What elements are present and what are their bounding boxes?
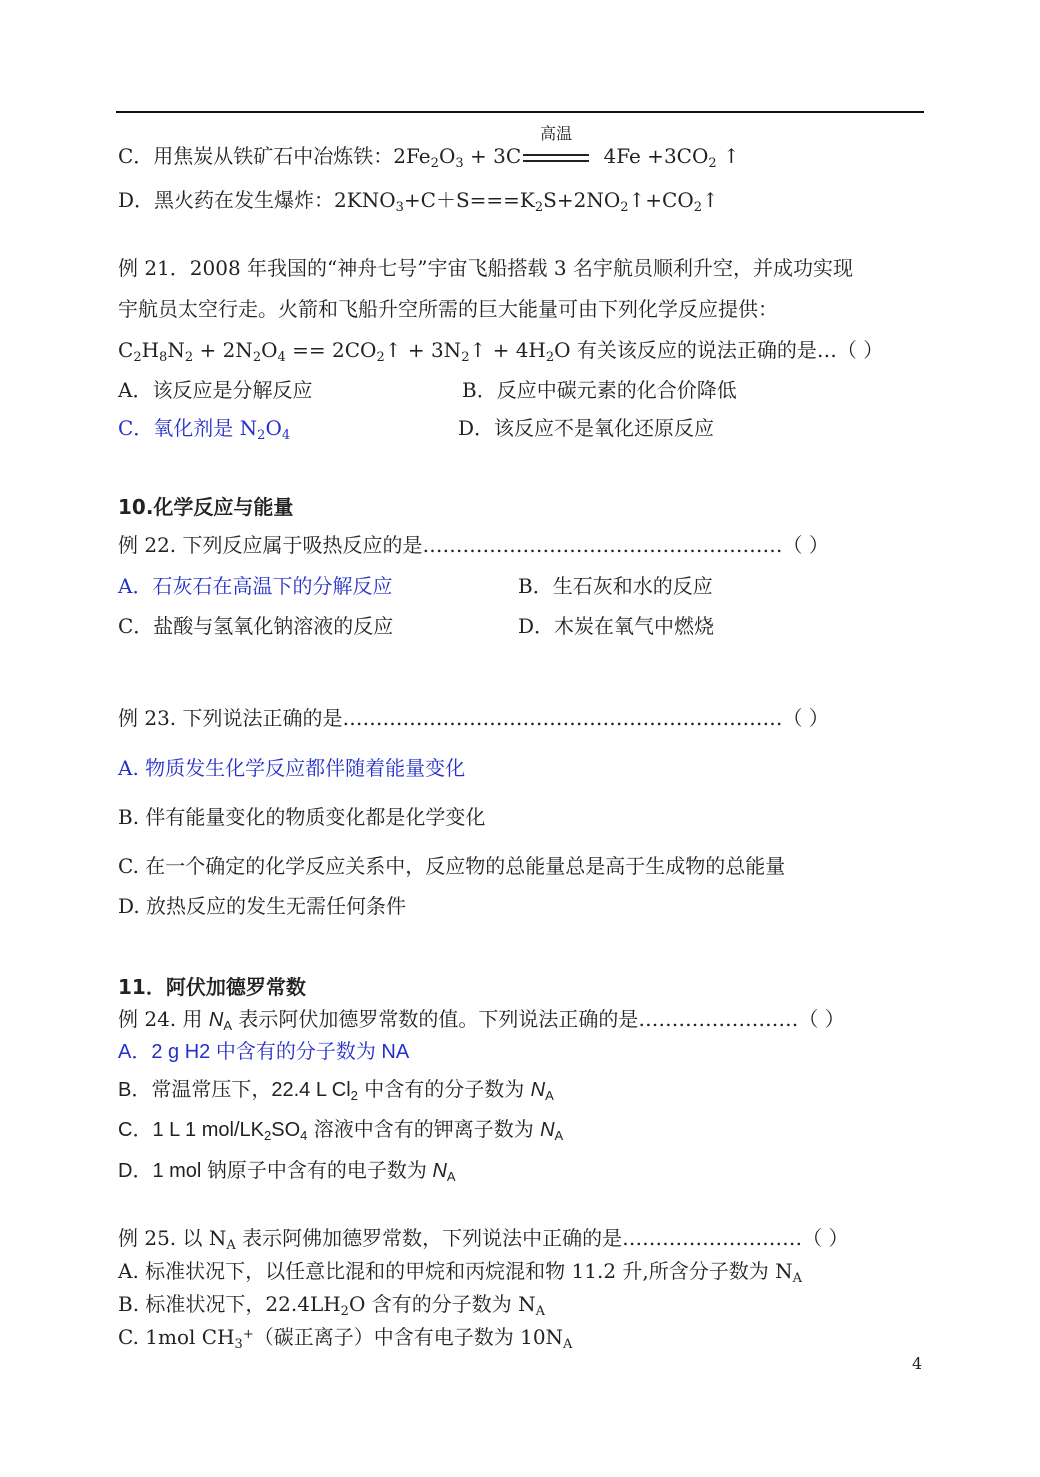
ex21-option-a: A．该反应是分解反应 xyxy=(118,378,313,402)
ex21-option-d: D．该反应不是氧化还原反应 xyxy=(458,416,715,440)
ex23-option-b: B. 伴有能量变化的物质变化都是化学变化 xyxy=(118,805,486,829)
page-number: 4 xyxy=(912,1354,923,1373)
ex23-stem: 例 23. 下列说法正确的是…………………………………………………………（ ） xyxy=(118,706,829,730)
header-rule xyxy=(116,111,924,113)
ex23-option-a: A. 物质发生化学反应都伴随着能量变化 xyxy=(118,756,466,780)
section-11-heading: 11．阿伏加德罗常数 xyxy=(118,975,306,999)
section-10-heading: 10.化学反应与能量 xyxy=(118,495,294,519)
reaction-condition-arrow: 高温 xyxy=(523,144,589,168)
ex24-option-b: B．常温常压下，22.4 L $Cl_2$ 中含有的分子数为 $N_A$ xyxy=(118,1077,554,1103)
ex21-option-c: C．氧化剂是 $N_2O_4$ xyxy=(118,416,291,443)
ex20-option-c: C．用焦炭从铁矿石中冶炼铁：$2Fe_2O_3 + 3C$ 高温 $4Fe +3CO_2$ ↑ xyxy=(118,124,740,171)
ex21-equation: $C_2H_8N_2 + 2N_2O_4$ == $2CO_2↑$ + $3N_2↑ + 4H_2O$ 有关该反应的说法正确的是…（ ） xyxy=(118,338,884,365)
ex25-option-c: C. 1mol $CH_3^+$（碳正离子）中含有电子数为 $10N_A$ xyxy=(118,1325,573,1352)
ex23-option-c: C. 在一个确定的化学反应关系中，反应物的总能量总是高于生成物的总能量 xyxy=(118,854,786,878)
ex22-option-a: A．石灰石在高温下的分解反应 xyxy=(118,574,393,598)
ex25-stem: 例 25. 以 $N_A$ 表示阿佛加德罗常数，下列说法中正确的是………………………（ ） xyxy=(118,1226,849,1253)
ex21-option-b: B．反应中碳元素的化合价降低 xyxy=(462,378,737,402)
ex21-stem-line1: 例 21．2008 年我国的“神舟七号”宇宙飞船搭载 3 名宇航员顺利升空，并成功实现 xyxy=(118,256,853,280)
ex24-option-c: C．1 L 1 mol/$LK_2SO_4$ 溶液中含有的钾离子数为 $N_A$ xyxy=(118,1117,564,1143)
ex24-option-d: D．1 mol 钠原子中含有的电子数为 $N_A$ xyxy=(118,1160,456,1184)
ex21-stem-line2: 宇航员太空行走。火箭和飞船升空所需的巨大能量可由下列化学反应提供： xyxy=(118,297,778,321)
ex22-option-d: D．木炭在氧气中燃烧 xyxy=(518,614,715,638)
ex22-stem: 例 22. 下列反应属于吸热反应的是………………………………………………（ ） xyxy=(118,533,829,557)
ex20-option-d: D．黑火药在发生爆炸：$2KNO_3+C+S===K_2S+2NO_2↑+CO_2↑$ xyxy=(118,188,719,215)
ex22-option-b: B．生石灰和水的反应 xyxy=(518,574,713,598)
ex22-option-c: C．盐酸与氢氧化钠溶液的反应 xyxy=(118,614,394,638)
ex25-option-b: B. 标准状况下，$22.4LH_2O$ 含有的分子数为 $N_A$ xyxy=(118,1292,545,1319)
ex25-option-a: A. 标准状况下，以任意比混和的甲烷和丙烷混和物 11.2 升,所含分子数为 $N_A$ xyxy=(118,1259,803,1286)
ex23-option-d: D. 放热反应的发生无需任何条件 xyxy=(118,894,407,918)
ex24-option-a: A．2 g H2 中含有的分子数为 NA xyxy=(118,1041,410,1063)
ex24-stem: 例 24. 用 $N_A$ 表示阿伏加德罗常数的值。下列说法正确的是……………………（ ） xyxy=(118,1007,845,1033)
